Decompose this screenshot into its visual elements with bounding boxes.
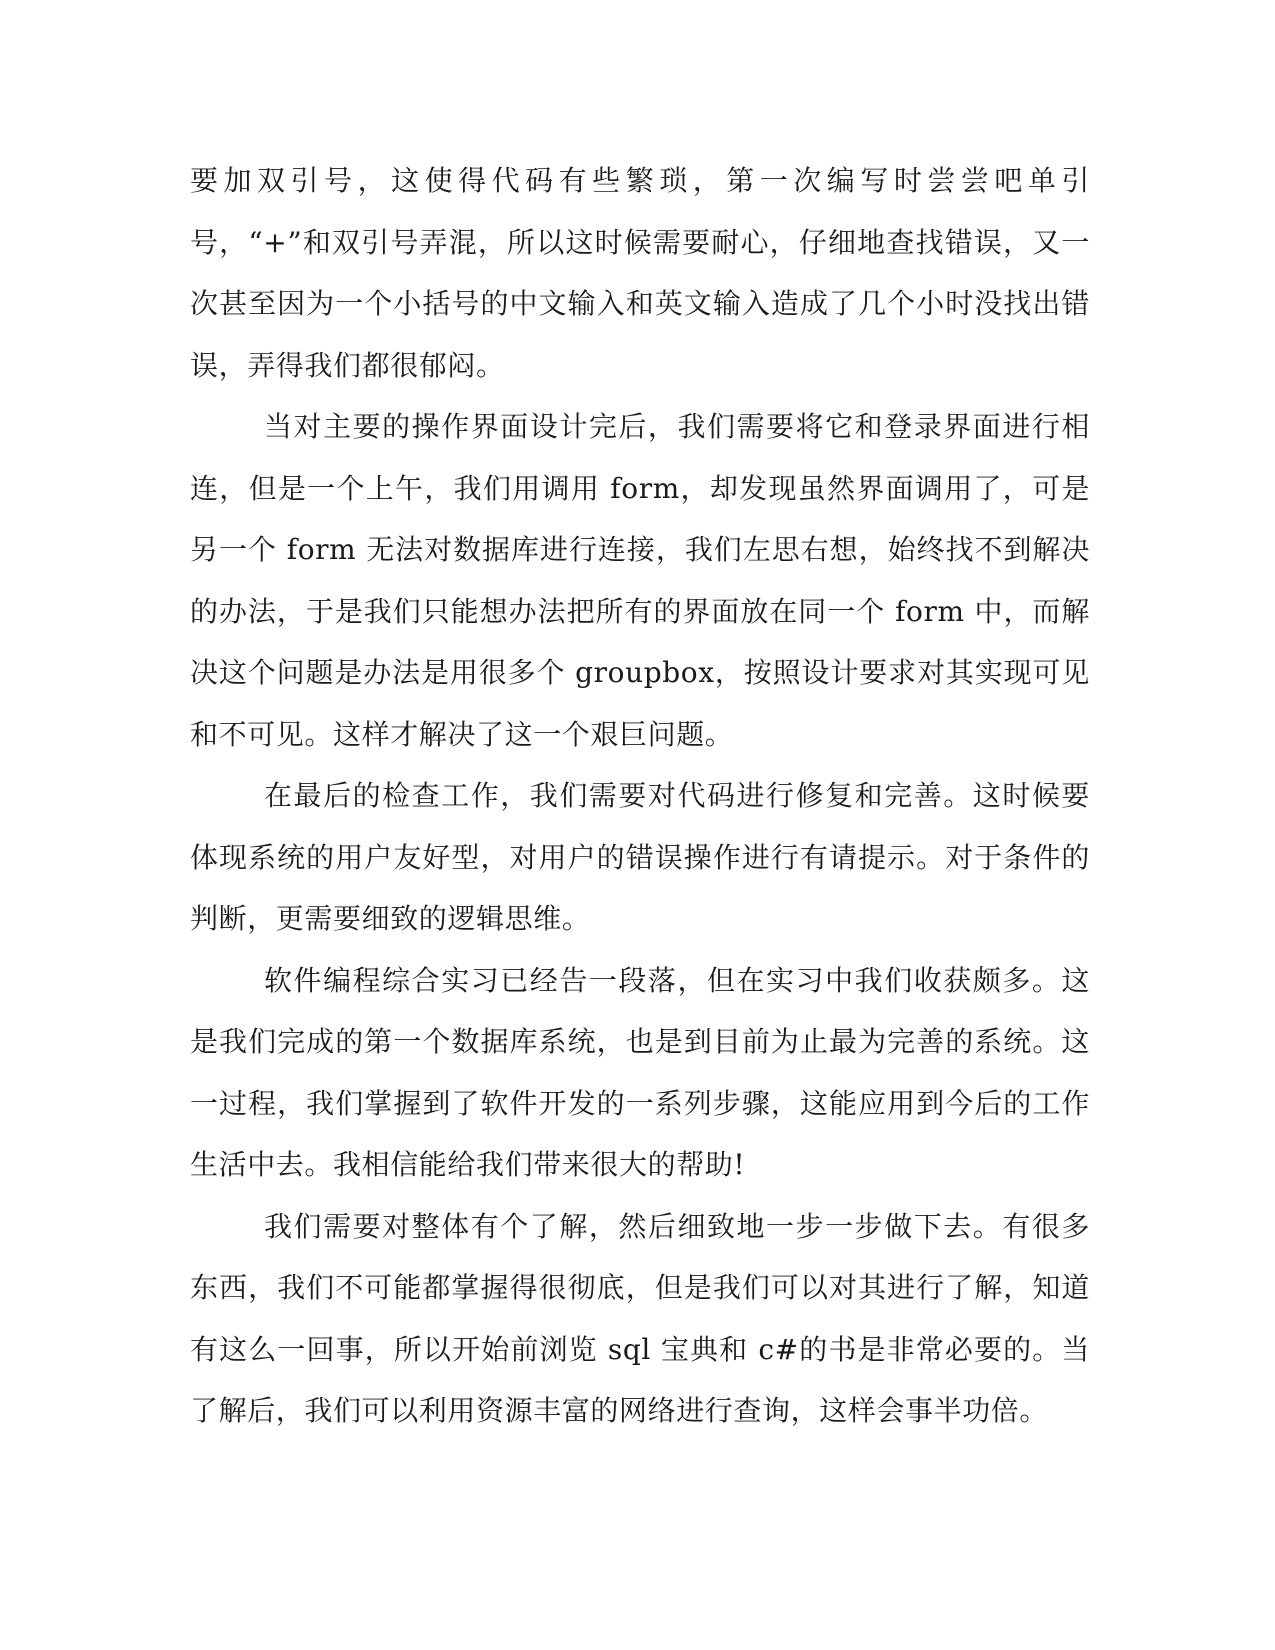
paragraph-4: 软件编程综合实习已经告一段落，但在实习中我们收获颇多。这是我们完成的第一个数据库系统，也是到目前为止最为完善的系统。这一过程，我们掌握到了软件开发的一系列步骤，这能应用到今后的工作生活中去。我相信能给我们带来很大的帮助! bbox=[190, 963, 1090, 1181]
paragraph-5: 我们需要对整体有个了解，然后细致地一步一步做下去。有很多东西，我们不可能都掌握得很彻底，但是我们可以对其进行了解，知道有这么一回事，所以开始前浏览 sql 宝典和 c#的书是非常必要的。当了解后，我们可以利用资源丰富的网络进行查询，这样会事半功倍。 bbox=[190, 1209, 1090, 1427]
body-text bbox=[190, 150, 1090, 1442]
paragraph-1: 要加双引号，这使得代码有些繁琐，第一次编写时尝尝吧单引号，“+”和双引号弄混，所以这时候需要耐心，仔细地查找错误，又一次甚至因为一个小括号的中文输入和英文输入造成了几个小时没找出错误，弄得我们都很郁闷。 bbox=[190, 164, 1090, 382]
paragraph-3: 在最后的检查工作，我们需要对代码进行修复和完善。这时候要体现系统的用户友好型，对用户的错误操作进行有请提示。对于条件的判断，更需要细致的逻辑思维。 bbox=[190, 779, 1090, 935]
paragraph-2: 当对主要的操作界面设计完后，我们需要将它和登录界面进行相连，但是一个上午，我们用调用 form，却发现虽然界面调用了，可是另一个 form 无法对数据库进行连接，我们左思右想，始终找不到解决的办法，于是我们只能想办法把所有的界面放在同一个 form 中，而解决这个问题是办法是用很多个 groupbox，按照设计要求对其实现可见和不可见。这样才解决了这一个艰巨问题。 bbox=[190, 410, 1090, 751]
